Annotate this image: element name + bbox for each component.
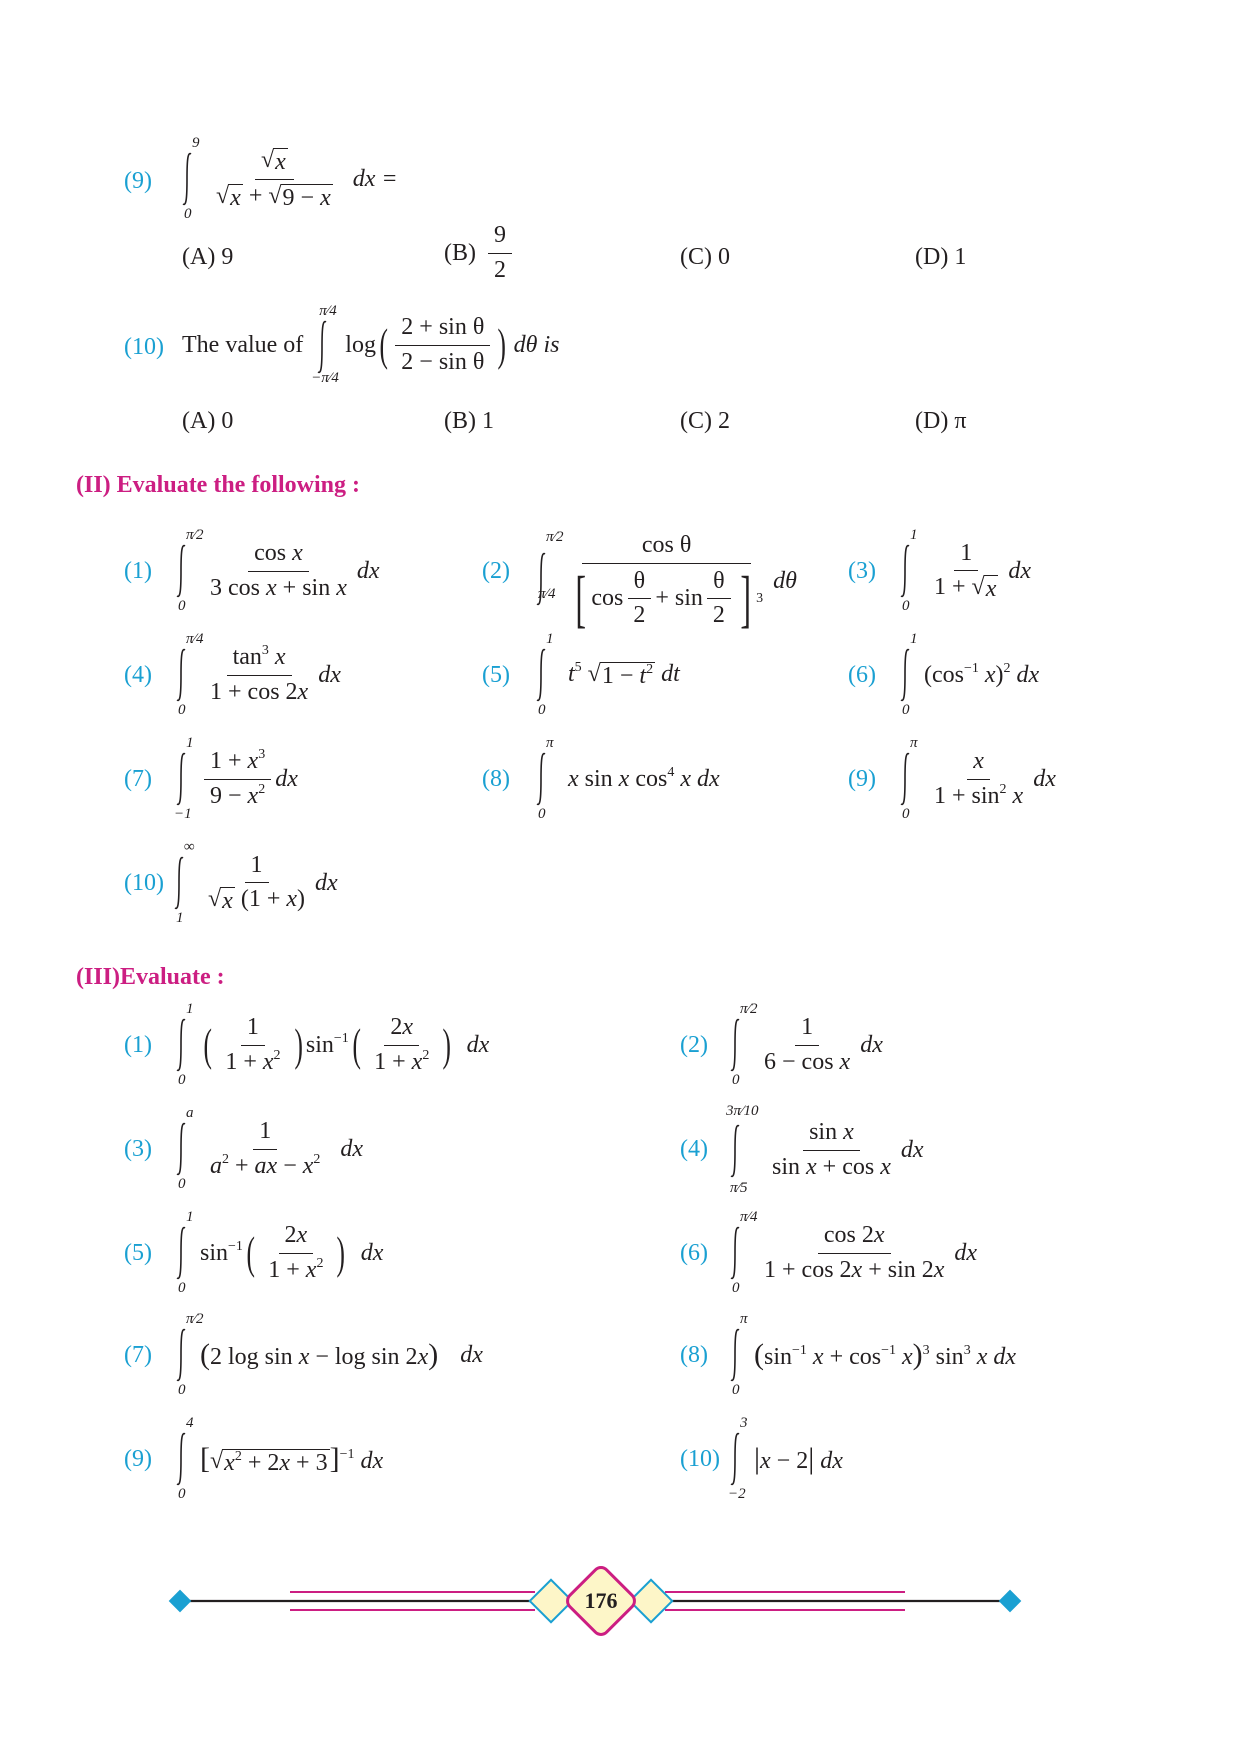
item-number: (3)	[848, 558, 876, 584]
item-number: (7)	[124, 766, 152, 792]
ii-2-integral: π⁄2 π⁄4 cos θ [ cos $\frac{\theta}{2}$ + sin $\frac{\theta}{2}$ ] 3 dθ	[538, 529, 797, 634]
item-number: (2)	[680, 1032, 708, 1058]
iii-8-integral: π 0 ($\sin^{-1}$ $x + \cos^{-1} x)^3$ $\sin^3 x$ dx	[732, 1311, 1016, 1398]
item-number: (2)	[482, 558, 510, 584]
item-number: (10)	[680, 1446, 720, 1472]
option-b: (B) $\frac{9}{2}$	[444, 222, 516, 284]
option-b: (B) 1	[444, 408, 494, 434]
iii-7-integral: π⁄2 0 (2 log sin x − log sin 2x) dx	[178, 1311, 483, 1398]
question-9-integral: 9 0 √ x √ x + √ 9 − x dx =	[184, 135, 398, 222]
item-number: (9)	[848, 766, 876, 792]
iii-2-integral: π⁄2 0 $\frac{1}{\text{6 − cos x}}$ dx	[732, 1001, 883, 1088]
option-c: (C) 2	[680, 408, 730, 434]
item-number: (1)	[124, 558, 152, 584]
option-d: (D) π	[915, 408, 967, 434]
section-heading: (II) Evaluate the following :	[76, 472, 360, 498]
option-a: (A) 9	[182, 244, 234, 270]
item-number: (10)	[124, 870, 164, 896]
ii-5-integral: 1 0 $t^5$ √ $1 - t^2$ dt	[538, 631, 680, 718]
item-number: (8)	[680, 1342, 708, 1368]
ii-7-integral: 1 −1 $\frac{1 + x^3}{9 - x^2}$ dx	[174, 735, 298, 822]
option-a: (A) 0	[182, 408, 234, 434]
item-number: (9)	[124, 1446, 152, 1472]
iii-4-integral: 3π⁄10 π⁄5 $\frac{\text{sin x}}{\text{sin x + cos x}}$ dx	[726, 1103, 924, 1196]
item-number: (6)	[848, 662, 876, 688]
item-number: (5)	[482, 662, 510, 688]
iii-10-integral: 3 −2 |x − 2| dx	[728, 1415, 843, 1502]
iii-3-integral: a 0 $\frac{1}{a^2 + ax - x^2}$ dx	[178, 1105, 364, 1192]
iii-1-integral: 1 0 ( $\frac{1}{1 + x^2}$ ) $\sin^{-1}$ ( $\frac{2x}{1 + x^2}$ ) dx	[178, 1001, 490, 1088]
ii-8-integral: π 0 x sin x $\cos^4 x$ dx	[538, 735, 720, 822]
option-c: (C) 0	[680, 244, 730, 270]
ii-4-integral: π⁄4 0 $\frac{\tan^3 x}{1 + \cos 2x}$ dx	[178, 631, 341, 718]
item-number: (1)	[124, 1032, 152, 1058]
section-heading: (III)Evaluate :	[76, 964, 225, 990]
item-number: (3)	[124, 1136, 152, 1162]
question-10-text: The value of π⁄4 −π⁄4 log ( $\frac{\text{2 + sin θ}}{\text{2 − sin θ}}$ ) dθ is	[182, 303, 560, 386]
ii-10-integral: ∞ 1 1 √ x (1 + x) dx	[176, 839, 338, 926]
item-number: (4)	[124, 662, 152, 688]
right-diamond-icon	[999, 1590, 1022, 1613]
iii-6-integral: π⁄4 0 $\frac{\cos 2x}{1 + \cos 2x + \sin 2x}$ dx	[732, 1209, 978, 1296]
page-number: 176	[584, 1588, 618, 1613]
ii-1-integral: π⁄2 0 $\frac{\text{cos x}}{\text{3 cos x + sin x}}$ dx	[178, 527, 380, 614]
option-d: (D) 1	[915, 244, 967, 270]
item-number: (4)	[680, 1136, 708, 1162]
ii-3-integral: 1 0 1 1 + √ x dx	[902, 527, 1032, 614]
iii-9-integral: 4 0 [ √ $x^2 + 2x + 3$ ]$^{-1}$ dx	[178, 1415, 384, 1502]
left-diamond-icon	[169, 1590, 192, 1613]
item-number: (8)	[482, 766, 510, 792]
item-number: (7)	[124, 1342, 152, 1368]
ii-9-integral: π 0 $\frac{x}{1 + \sin^2 x}$ dx	[902, 735, 1056, 822]
item-number: (5)	[124, 1240, 152, 1266]
question-number: (9)	[124, 168, 152, 194]
ii-6-integral: 1 0 ($\cos^{-1}$ x)$^2$ dx	[902, 631, 1040, 718]
iii-5-integral: 1 0 $\sin^{-1}$ ( $\frac{2x}{1 + x^2}$ ) dx	[178, 1209, 384, 1296]
question-number: (10)	[124, 334, 164, 360]
item-number: (6)	[680, 1240, 708, 1266]
